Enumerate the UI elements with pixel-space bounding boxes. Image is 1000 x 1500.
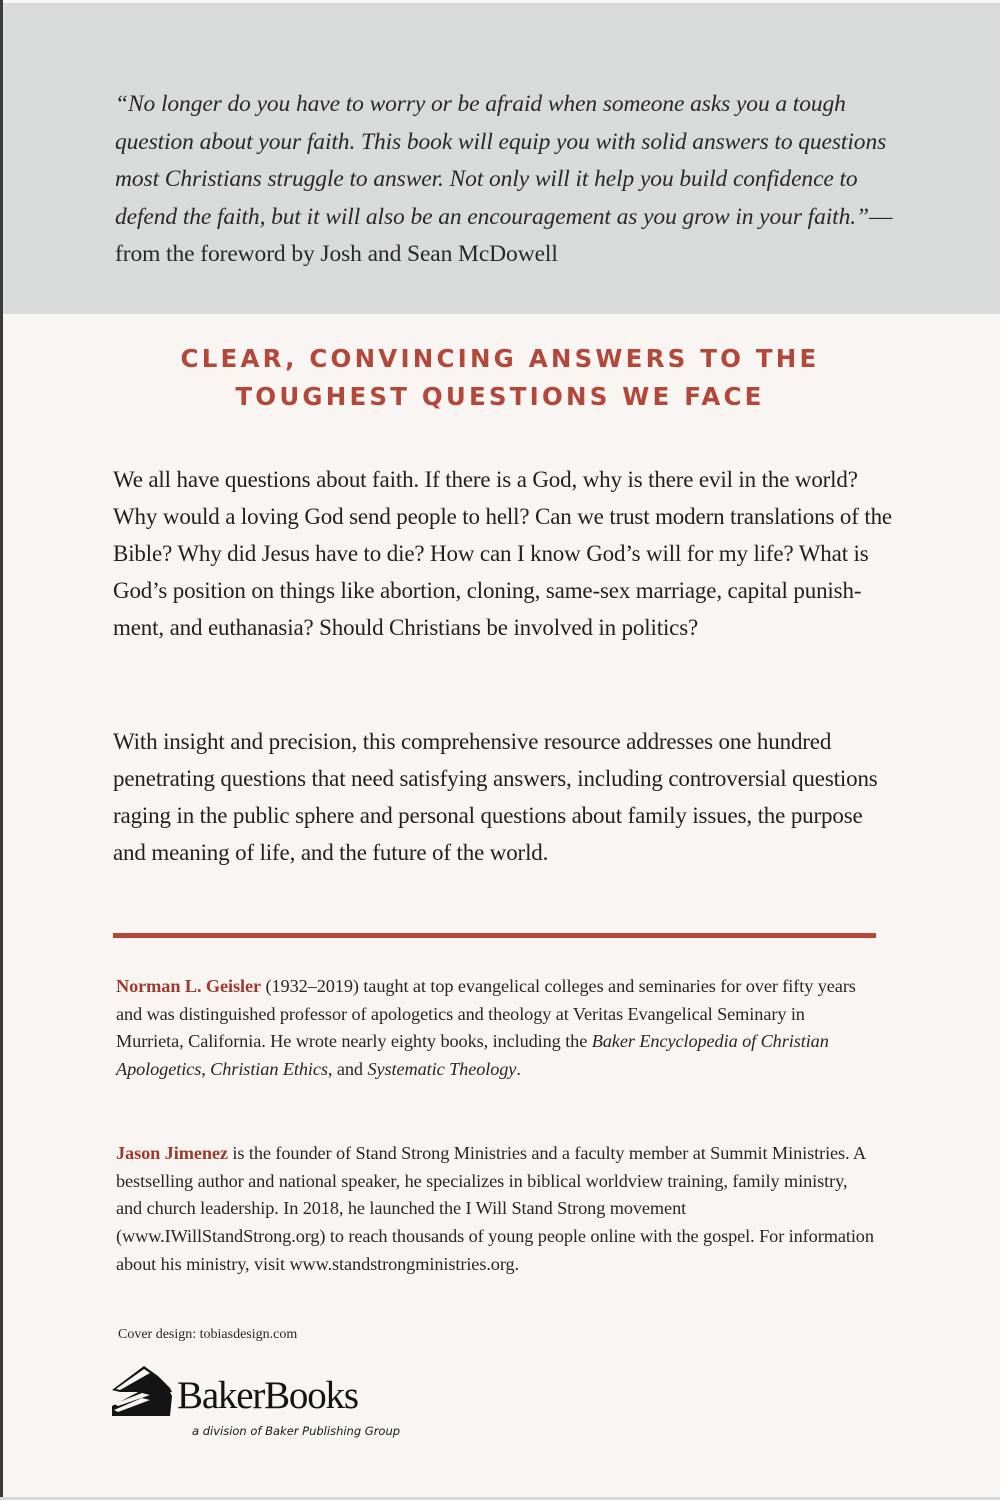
description-paragraph-1: We all have questions about faith. If there is a God, why is there evil in the world? Why would a loving God send people to hell? Can we trust modern translations of the Bible? Why did Jesus have to die? How can I know God’s will for my life? What is God’s position on things like abortion, cloning, same-sex marriage, capital punishment, and euthanasia? Should Christians be involved in politics? [113,467,892,640]
foreword-quote [115,86,895,274]
separator: , [201,1059,211,1080]
section-divider [113,933,876,938]
author-name: Jason Jimenez [116,1143,228,1163]
separator: , and [327,1059,368,1080]
quote-attribution: —from the foreword by Josh and Sean McDowell [115,203,893,267]
headline [100,340,900,416]
quote-text: “No longer do you have to worry or be afraid when someone asks you a tough question about your faith. This book will equip you with solid answers to questions most Christians struggle to answer. Not only will it help you build confidence to defend the faith, but it will also be an encouragement as you grow in your faith.” [115,91,887,230]
author-bio-text: is the founder of Stand Strong Ministries and a faculty member at Summit Ministries. A bestselling author and national speaker, he specializes in biblical worldview training, family ministry, and church leadership. In 2018, he launched the I Will Stand Strong movement (www.IWillStandStrong.org) to reach thousands of young people online with the gospel. For information about his ministry, visit www.standstrongministries.org. [116,1143,874,1274]
description-paragraph-2: With insight and precision, this comprehensive resource addresses one hundred penetrating questions that need satisfying answers, including controversial questions raging in the public sphere and personal questions about family issues, the purpose and meaning of life, and the future of the world. [113,729,878,865]
headline-line-1: CLEAR, CONVINCING ANSWERS TO THE [180,344,820,373]
author-bio-jimenez [116,1140,876,1279]
publisher-logo [110,1362,410,1442]
stacked-books-icon [110,1362,178,1418]
author-bio-text: (1932–2019) taught at top evangelical colleges and seminaries for over fifty years and was distinguished professor of apologetics and theology at Veritas Evangelical Seminary in Murrieta, California. He wrote nearly eighty books, including the [116,976,856,1052]
separator: . [516,1059,521,1080]
publisher-name: BakerBooks [177,1374,358,1417]
headline-line-2: TOUGHEST QUESTIONS WE FACE [235,382,765,411]
author-name: Norman L. Geisler [116,976,262,996]
cover-design-credit: Cover design: tobiasdesign.com [118,1327,298,1342]
author-bio-geisler [116,973,876,1084]
book-title: Baker Encyclopedia of Christian Apologetics [116,1031,829,1080]
book-title: Systematic Theology [367,1059,517,1080]
publisher-tagline: a division of Baker Publishing Group [192,1424,401,1438]
book-title: Christian Ethics [210,1059,328,1080]
